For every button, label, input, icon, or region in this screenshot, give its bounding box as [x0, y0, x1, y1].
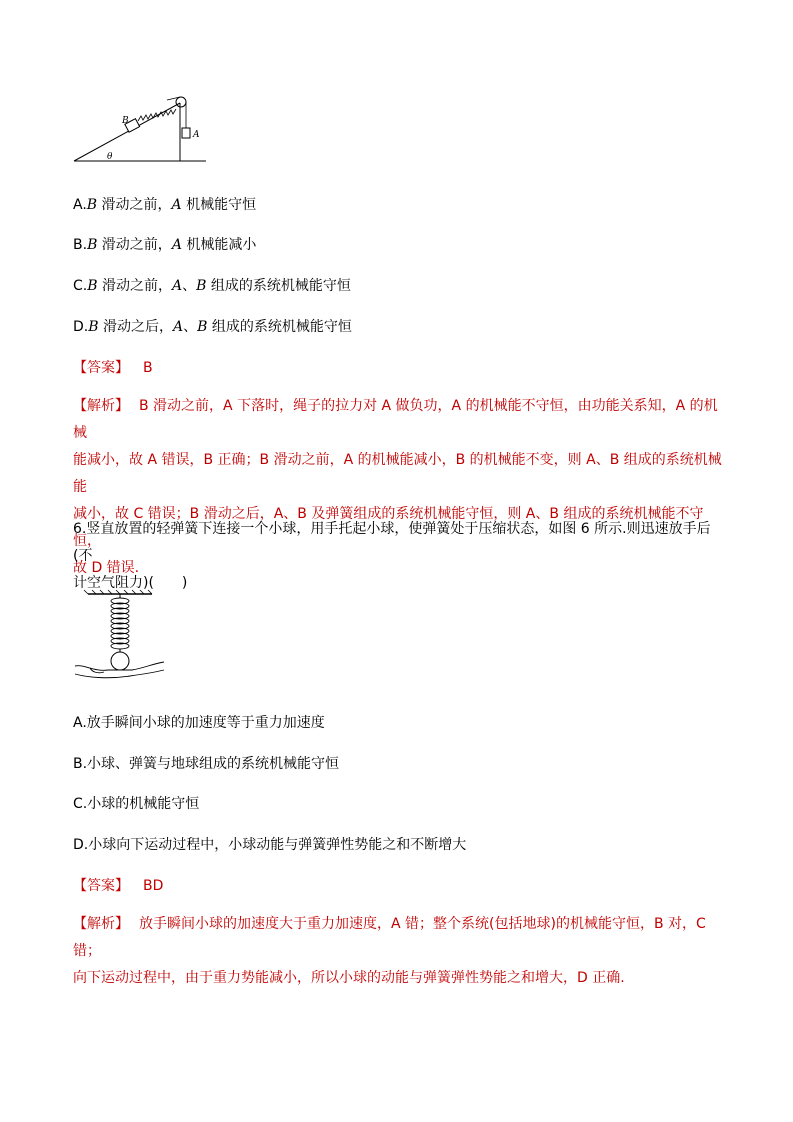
- label-a: A: [193, 130, 200, 140]
- q5-answer: [73, 357, 153, 377]
- answer-value: B: [143, 360, 153, 376]
- analysis-tag: 【解析】: [73, 398, 129, 414]
- q5-option-d: D.B 滑动之后，A、B 组成的系统机械能守恒: [73, 319, 352, 335]
- spring-ball-hand-figure: [70, 588, 170, 688]
- label-b: B: [122, 116, 129, 126]
- answer-value: BD: [143, 878, 164, 894]
- incline-pulley-figure: [70, 88, 210, 168]
- label-theta: θ: [107, 152, 113, 162]
- analysis-tag: 【解析】: [73, 916, 129, 932]
- q6-analysis: 【解析】 放手瞬间小球的加速度大于重力加速度，A 错；整个系统(包括地球)的机械能守恒，B 对，C 错； 向下运动过程中，由于重力势能减小，所以小球的动能与弹簧弹性势能之和增大，D 正确.: [73, 916, 706, 986]
- answer-tag: 【答案】: [73, 878, 129, 894]
- q6-option-a: A.放手瞬间小球的加速度等于重力加速度: [73, 715, 325, 731]
- q6-option-c: C.小球的机械能守恒: [73, 796, 200, 812]
- q5-option-b: B.B 滑动之前，A 机械能减小: [73, 237, 257, 253]
- answer-tag: 【答案】: [73, 360, 129, 376]
- q6-option-d: D.小球向下运动过程中，小球动能与弹簧弹性势能之和不断增大: [73, 837, 467, 853]
- q5-option-a: A.B 滑动之前，A 机械能守恒: [73, 197, 257, 213]
- q5-option-c: C.B 滑动之前，A、B 组成的系统机械能守恒: [73, 278, 351, 294]
- q5-analysis: 【解析】 B 滑动之前，A 下落时，绳子的拉力对 A 做负功，A 的机械能不守恒，由功能关系知，A 的机械 能减小，故 A 错误，B 正确；B 滑动之前，A 的机械能减小，B 的机械能不变，则 A、B 组成的系统机械能 减小，故 C 错误；B 滑动之后，A、B 及弹簧组成的系统机械能守恒，则 A、B 组成的系统机械能不守恒， 故 D 错误.: [73, 398, 722, 576]
- q6-answer: [73, 875, 163, 895]
- q6-option-b: B.小球、弹簧与地球组成的系统机械能守恒: [73, 756, 340, 772]
- q6-stem: 6.竖直放置的轻弹簧下连接一个小球，用手托起小球，使弹簧处于压缩状态，如图 6 所示.则迅速放手后(不 计空气阻力)( ): [73, 521, 711, 591]
